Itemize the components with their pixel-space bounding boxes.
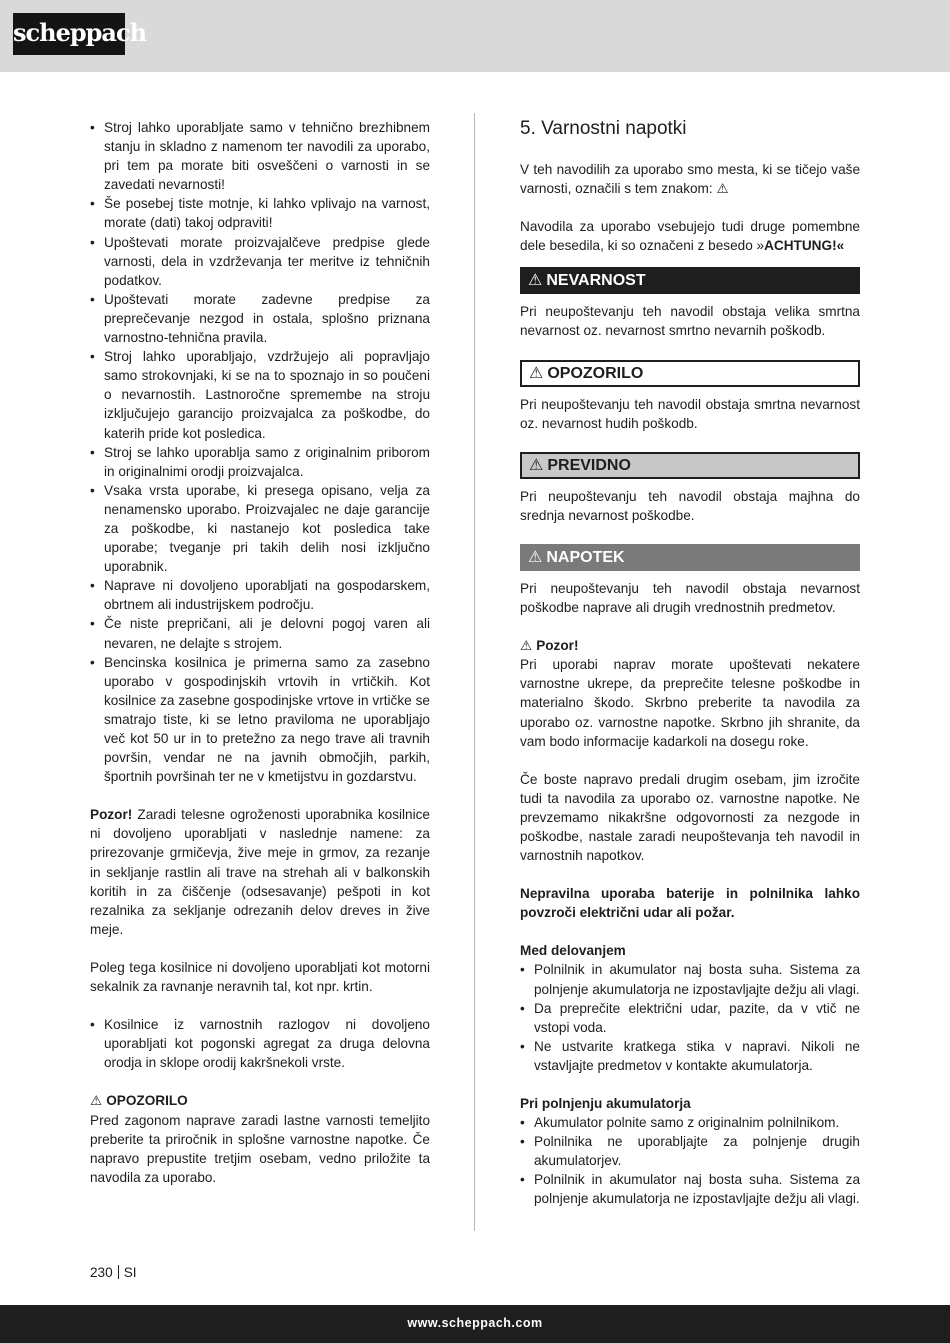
list-item: • Polnilnik in akumulator naj bosta suha. Sistema za polnjenje akumulatorja ne izpostavljajte dežju ali vlagi. xyxy=(520,960,860,998)
list-item: • Še posebej tiste motnje, ki lahko vplivajo na varnost, morate (dati) takoj odpraviti! xyxy=(90,194,430,232)
warning-triangle-icon: ⚠ xyxy=(520,638,533,654)
page-number: 230 SI xyxy=(90,1265,137,1280)
warning-triangle-icon: ⚠ xyxy=(529,456,544,474)
mulcher-paragraph: Poleg tega kosilnice ni dovoljeno uporabljati kot motorni sekalnik za ravnanje neravnih tal, kot npr. krtin. xyxy=(90,959,430,995)
intro-paragraph: V teh navodilih za uporabo smo mesta, ki se tičejo vaše varnosti, označili s tem znakom: ⚠ xyxy=(520,162,860,197)
website-link[interactable]: www.scheppach.com xyxy=(407,1316,543,1330)
charging-heading: Pri polnjenju akumulatorja xyxy=(520,1096,691,1111)
pozor-text: Zaradi telesne ogroženosti uporabnika kosilnice ni dovoljeno uporabljati v naslednje namene: za prirezovanje grmičevja, žive meje in grmov, za rezanje in sekljanje rastlin ali trave na strehah ali v balkonskih koritih in za čiščenje (odsesavanje) pešpoti in kot rezalnika za sekljanje odrezanih delov dreves in žive meje. xyxy=(90,807,430,937)
during-operation-heading: Med delovanjem xyxy=(520,943,626,959)
list-item: • Ne ustvarite kratkega stika v napravi. Nikoli ne vstavljajte predmetov v kontakte akumulatorja. xyxy=(520,1037,860,1075)
danger-text: Pri neupoštevanju teh navodil obstaja velika smrtna nevarnost oz. nevarnost smrtno nevarnih poškodb. xyxy=(520,304,860,339)
list-item: • Vsaka vrsta uporabe, ki presega opisano, velja za nenamensko uporabo. Proizvajalec ne daje garancije za poškodbe, ki nastanejo kot posledica take uporabe; tveganje pri takih delih nosi izključno uporabnik. xyxy=(90,481,430,576)
pozor-text: Pri uporabi naprav morate upoštevati nekatere varnostne ukrepe, da preprečite telesne poškodbe in materialno škodo. Skrbno preberite ta navodila za uporabo oz. varnostne napotke. Skrbno jih shranite, da vam bodo informacije kadarkoli na dosegu roke. xyxy=(520,657,860,749)
caution-text: Pri neupoštevanju teh navodil obstaja majhna do srednja nevarnost poškodbe. xyxy=(520,488,860,523)
danger-box: ⚠ NEVARNOST xyxy=(520,267,860,294)
list-item: • Stroj se lahko uporablja samo z originalnim priborom in originalnimi orodji proizvajalca. xyxy=(90,443,430,481)
usage-bullet-list xyxy=(90,118,430,786)
column-divider xyxy=(474,113,475,1231)
warning-heading: ⚠ OPOZORILO xyxy=(90,1091,430,1110)
during-operation-list xyxy=(520,960,860,1075)
list-item: • Če niste prepričani, ali je delovni pogoj varen ali nevaren, ne delajte s strojem. xyxy=(90,614,430,652)
list-item: • Polnilnik in akumulator naj bosta suha. Sistema za polnjenje akumulatorja ne izpostavljajte dežju ali vlagi. xyxy=(520,1170,860,1208)
list-item: • Upoštevati morate proizvajalčeve predpise glede varnosti, dela in vzdrževanja ter meritve iz tehničnih podatkov. xyxy=(90,233,430,290)
list-item: • Naprave ni dovoljeno uporabljati na gospodarskem, obrtnem ali industrijskem področju. xyxy=(90,576,430,614)
pozor-label: Pozor! xyxy=(90,807,133,823)
warning-triangle-icon: ⚠ xyxy=(90,1093,103,1109)
header-band xyxy=(0,0,950,72)
right-column xyxy=(520,118,860,1209)
list-item: • Stroj lahko uporabljajo, vzdržujejo ali popravljajo samo strokovnjaki, ki se na to spoznajo in so poučeni o nevarnostih. Lastnoročne spremembe na stroju izključujejo garancijo proizvajalca za poškodbe, do katerih pride kot posledica. xyxy=(90,347,430,442)
list-item: • Da preprečite električni udar, pazite, da v vtič ne vstopi voda. xyxy=(520,999,860,1037)
footer-band xyxy=(0,1305,950,1343)
intro-paragraph-2: Navodila za uporabo vsebujejo tudi druge pomembne dele besedila, ki so označeni z besedo »ACHTUNG!« xyxy=(520,219,860,254)
notice-text: Pri neupoštevanju teh navodil obstaja nevarnost poškodbe naprave ali drugih vrednostnih predmetov. xyxy=(520,580,860,616)
scheppach-logo: scheppach xyxy=(13,13,125,55)
separator xyxy=(118,1265,119,1279)
warning-triangle-icon: ⚠ xyxy=(528,548,543,566)
list-item: • Stroj lahko uporabljate samo v tehnično brezhibnem stanju in skladno z namenom ter navodili za uporabo, pri tem pa morate biti osveščeni o varnosti in se zavedati nevarnosti! xyxy=(90,118,430,194)
warning-triangle-icon: ⚠ xyxy=(528,272,543,290)
charging-list xyxy=(520,1113,860,1208)
drive-unit-bullet-list xyxy=(90,1015,430,1072)
pozor-paragraph xyxy=(90,805,430,939)
warning-triangle-icon: ⚠ xyxy=(716,181,729,197)
list-item: • Upoštevati morate zadevne predpise za preprečevanje nezgod in ostala, splošno priznana varnostno-tehnična pravila. xyxy=(90,290,430,347)
notice-box: ⚠ NAPOTEK xyxy=(520,544,860,571)
warning-box: ⚠ OPOZORILO xyxy=(520,360,860,387)
warning-box-text: Pri neupoštevanju teh navodil obstaja smrtna nevarnost oz. nevarnost hudih poškodb. xyxy=(520,396,860,431)
list-item: • Bencinska kosilnica je primerna samo za zasebno uporabo v gospodinjskih vrtovih in vrtičkih. Kot kosilnice za zasebne gospodinjske vrtove in vrtičke se smatrajo tiste, ki se letno praviloma ne uporabljajo več kot 50 ur in to pretežno za nego trave ali travnih površin, vendar ne na javnih območjih, parkih, športnih površinah ter ne v kmetijstvu in gozdarstvu. xyxy=(90,653,430,787)
left-column xyxy=(90,118,430,1187)
handover-paragraph: Če boste napravo predali drugim osebam, jim izročite tudi ta navodila za uporabo oz. varnostne napotke. Ne prevzemamo nikakršne odgovornosti za nezgode in poškodbe, nastale zaradi neupoštevanja teh navodil in varnostnih napotkov. xyxy=(520,771,860,864)
section-title: 5. Varnostni napotki xyxy=(520,118,687,139)
warning-text: Pred zagonom naprave zaradi lastne varnosti temeljito preberite ta priročnik in splošne varnostne napotke. Če napravo prepustite tretjim osebam, vedno priložite ta navodila za uporabo. xyxy=(90,1112,430,1185)
list-item: • Kosilnice iz varnostnih razlogov ni dovoljeno uporabljati kot pogonski agregat za druga delovna orodja in sklope orodij kakršnekoli vrste. xyxy=(90,1015,430,1072)
pozor-heading: ⚠ Pozor! xyxy=(520,636,860,655)
list-item: • Polnilnika ne uporabljajte za polnjenje drugih akumulatorjev. xyxy=(520,1132,860,1170)
caution-box: ⚠ PREVIDNO xyxy=(520,452,860,479)
battery-warning: Nepravilna uporaba baterije in polnilnika lahko povzroči električni udar ali požar. xyxy=(520,886,860,921)
warning-triangle-icon: ⚠ xyxy=(529,364,544,382)
list-item: • Akumulator polnite samo z originalnim polnilnikom. xyxy=(520,1113,860,1132)
